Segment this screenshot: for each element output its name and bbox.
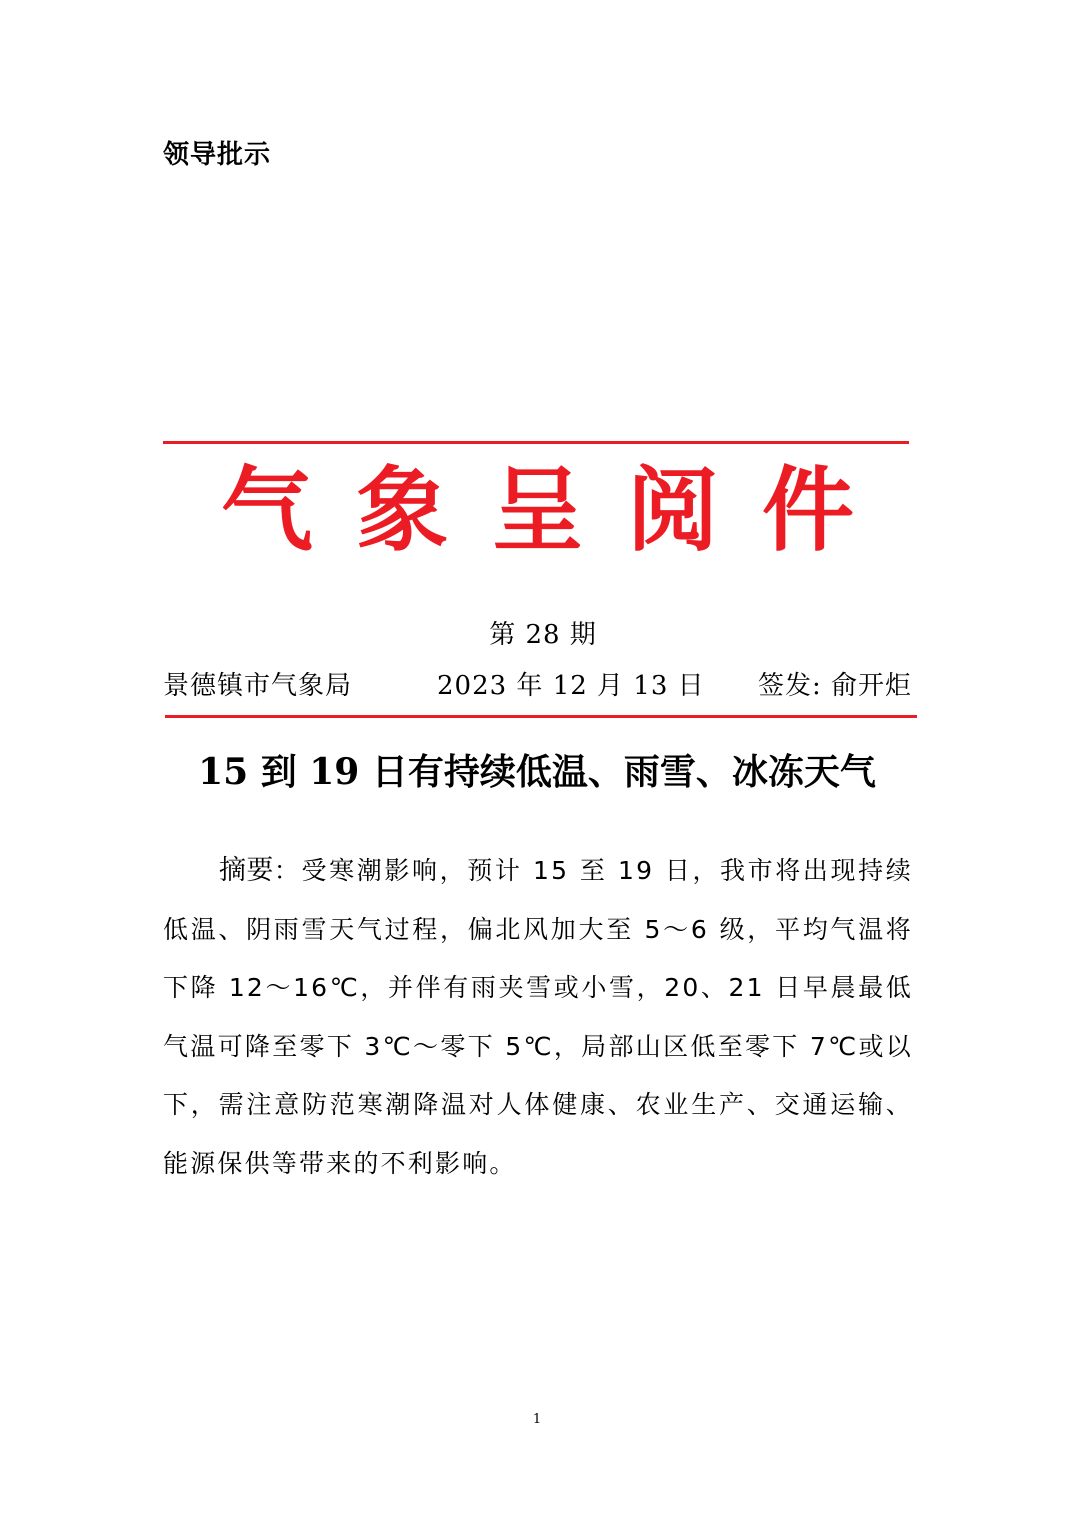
masthead-char: 呈 (491, 456, 584, 564)
masthead-char: 象 (356, 456, 449, 564)
headline: 15 到 19 日有持续低温、雨雪、冰冻天气 (198, 751, 876, 793)
summary-label: 摘要 (219, 855, 274, 886)
summary-paragraph (163, 842, 913, 1194)
masthead-char: 阅 (626, 456, 719, 564)
signer: 签发: 俞开炬 (757, 671, 912, 701)
issue-date: 2023 年 12 月 13 日 (437, 671, 705, 701)
leader-note: 领导批示 (163, 140, 272, 170)
masthead-bottom-rule (165, 715, 917, 718)
meta-row (163, 666, 912, 706)
issue-number: 第 28 期 (489, 620, 597, 650)
masthead-top-rule (163, 441, 909, 444)
issuing-agency: 景德镇市气象局 (163, 671, 353, 701)
masthead-title (163, 455, 909, 565)
masthead-char: 气 (221, 456, 314, 564)
masthead-char: 件 (761, 456, 854, 564)
page-number: 1 (532, 1412, 542, 1427)
summary-body: ：受寒潮影响，预计 15 至 19 日，我市将出现持续低温、阴雨雪天气过程，偏北风加大至 5～6 级，平均气温将下降 12～16℃，并伴有雨夹雪或小雪，20、21 日早晨最低气温可降至零下 3℃～零下 5℃，局部山区低至零下 7℃或以下，需注意防范寒潮降温对人体健康、农业生产、交通运输、能源保供等带来的不利影响。 (163, 856, 914, 1178)
